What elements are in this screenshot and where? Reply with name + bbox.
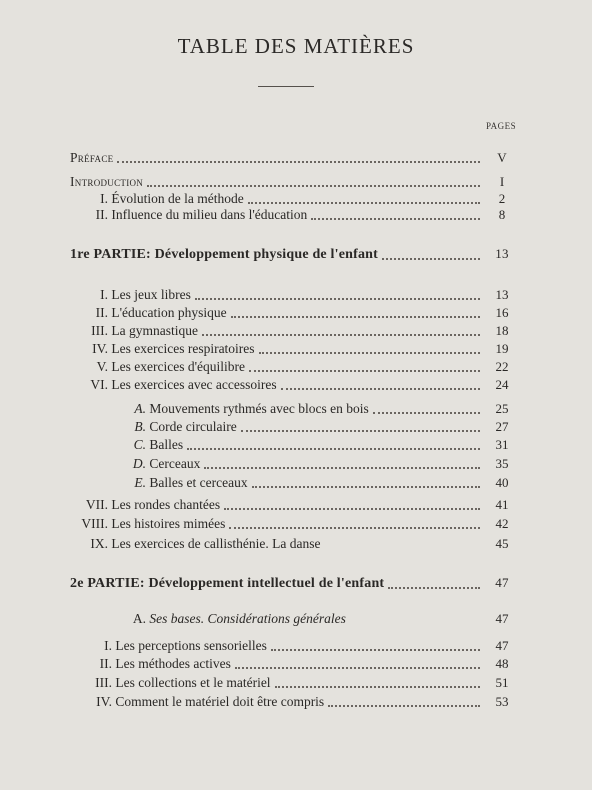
toc-entry-introduction xyxy=(70,174,518,190)
toc-entry-label: Balles et cerceaux xyxy=(149,475,248,490)
leader-dots xyxy=(235,667,480,669)
toc-subentry xyxy=(70,611,518,627)
toc-entry-page: 8 xyxy=(498,207,506,222)
toc-entry xyxy=(70,536,518,552)
toc-entry-page: 25 xyxy=(495,401,509,416)
toc-entry xyxy=(70,191,518,207)
toc-entry xyxy=(70,341,518,357)
toc-entry-letter: B. xyxy=(134,419,146,434)
part-title: PARTIE: Développement physique de l'enfant xyxy=(93,247,379,262)
leader-dots xyxy=(187,448,480,450)
toc-entry xyxy=(70,694,518,710)
toc-entry-number: II. xyxy=(99,656,112,671)
toc-entry-label: Corde circulaire xyxy=(149,419,237,434)
toc-entry-number: III. xyxy=(91,323,108,338)
leader-dots xyxy=(281,388,480,390)
toc-subentry xyxy=(70,456,518,472)
leader-dots xyxy=(231,316,480,318)
pages-column-header: PAGES xyxy=(486,121,517,131)
toc-entry-page: 16 xyxy=(495,305,509,320)
toc-entry-page: 35 xyxy=(495,456,509,471)
part-heading-2 xyxy=(70,575,518,592)
leader-dots xyxy=(195,298,480,300)
toc-entry-page: V xyxy=(497,150,507,165)
toc-entry-number: I. xyxy=(100,191,108,206)
toc-entry-number: V. xyxy=(96,359,108,374)
leader-dots xyxy=(202,334,480,336)
leader-dots xyxy=(325,547,480,549)
toc-entry-page: 47 xyxy=(495,638,509,653)
toc-entry-page: 2 xyxy=(498,191,506,206)
toc-entry-label: Les exercices d'équilibre xyxy=(111,359,245,374)
toc-entry-number: VII. xyxy=(85,497,108,512)
toc-entry-label: Comment le matériel doit être compris xyxy=(115,694,325,709)
part-heading-1 xyxy=(70,246,518,263)
toc-entry-label: Les collections et le matériel xyxy=(115,675,271,690)
toc-entry-page: 31 xyxy=(495,437,509,452)
toc-entry-preface xyxy=(70,150,518,166)
leader-dots xyxy=(311,218,480,220)
toc-entry-number: IV. xyxy=(96,694,112,709)
toc-entry-label: L'éducation physique xyxy=(111,305,227,320)
toc-entry-label: La gymnastique xyxy=(111,323,198,338)
leader-dots xyxy=(373,412,480,414)
toc-entry-label: Les perceptions sensorielles xyxy=(115,638,267,653)
toc-entry-label: Les exercices avec accessoires xyxy=(111,377,277,392)
toc-entry-label: Influence du milieu dans l'éducation xyxy=(111,207,308,222)
toc-subentry xyxy=(70,401,518,417)
leader-dots xyxy=(241,430,480,432)
leader-dots xyxy=(204,467,480,469)
toc-entry xyxy=(70,497,518,513)
toc-entry xyxy=(70,359,518,375)
toc-entry-label: Mouvements rythmés avec blocs en bois xyxy=(149,401,369,416)
toc-entry xyxy=(70,675,518,691)
part-title: PARTIE: Développement intellectuel de l'enfant xyxy=(87,576,385,591)
toc-entry-label: Les jeux libres xyxy=(111,287,191,302)
leader-dots xyxy=(252,486,480,488)
toc-entry-page: 53 xyxy=(495,694,509,709)
leader-dots xyxy=(350,622,480,624)
toc-entry-letter: C. xyxy=(133,437,146,452)
toc-entry-number: III. xyxy=(95,675,112,690)
toc-entry-number: I. xyxy=(100,287,108,302)
toc-entry-number: IV. xyxy=(92,341,108,356)
toc-entry-number: II. xyxy=(95,305,108,320)
toc-entry-page: 48 xyxy=(495,656,509,671)
toc-entry xyxy=(70,287,518,303)
toc-entry-number: I. xyxy=(104,638,112,653)
toc-entry-page: 13 xyxy=(495,287,509,302)
toc-entry-page: 47 xyxy=(495,611,509,626)
toc-entry-number: II. xyxy=(95,207,108,222)
toc-entry-number: VIII. xyxy=(81,516,108,531)
toc-entry-page: 40 xyxy=(495,475,509,490)
toc-entry xyxy=(70,377,518,393)
toc-entry-label: Cerceaux xyxy=(149,456,201,471)
toc-entry xyxy=(70,656,518,672)
part-number: 1re xyxy=(70,247,90,262)
toc-entry-number: IX. xyxy=(90,536,108,551)
leader-dots xyxy=(275,686,480,688)
toc-entry-page: 42 xyxy=(495,516,509,531)
toc-entry-label: Les histoires mimées xyxy=(111,516,226,531)
toc-entry-page: 18 xyxy=(495,323,509,338)
leader-dots xyxy=(147,185,480,187)
leader-dots xyxy=(229,527,480,529)
toc-entry-letter: E. xyxy=(134,475,146,490)
leader-dots xyxy=(388,587,480,589)
part-number: 2e xyxy=(70,576,84,591)
toc-entry xyxy=(70,638,518,654)
leader-dots xyxy=(259,352,480,354)
page-title: TABLE DES MATIÈRES xyxy=(177,34,415,58)
toc-entry-number: VI. xyxy=(90,377,108,392)
toc-entry-label: Introduction xyxy=(70,174,144,189)
toc-subentry xyxy=(70,419,518,435)
toc-entry-label: Les rondes chantées xyxy=(111,497,221,512)
toc-entry-page: 13 xyxy=(495,246,509,261)
toc-entry-label: Évolution de la méthode xyxy=(111,191,244,206)
toc-entry-label: Préface xyxy=(70,150,114,165)
toc-entry-page: 27 xyxy=(495,419,509,434)
toc-entry-page: 51 xyxy=(495,675,509,690)
toc-entry-label: Ses bases. Considérations générales xyxy=(149,611,346,626)
toc-entry-label: Les méthodes actives xyxy=(115,656,231,671)
leader-dots xyxy=(271,649,480,651)
toc-entry xyxy=(70,207,518,223)
leader-dots xyxy=(224,508,480,510)
toc-entry-page: 45 xyxy=(495,536,509,551)
leader-dots xyxy=(249,370,480,372)
toc-entry xyxy=(70,305,518,321)
toc-entry-label: Balles xyxy=(149,437,184,452)
toc-entry-page: 22 xyxy=(495,359,509,374)
toc-entry-letter: A. xyxy=(132,611,146,626)
toc-entry-page: I xyxy=(499,174,505,189)
toc-entry-page: 19 xyxy=(495,341,509,356)
title-rule xyxy=(258,86,314,87)
toc-entry-page: 41 xyxy=(495,497,509,512)
leader-dots xyxy=(328,705,480,707)
toc-entry-page: 24 xyxy=(495,377,509,392)
toc-entry-label: Les exercices de callisthénie. La danse xyxy=(111,536,321,551)
toc-subentry xyxy=(70,475,518,491)
toc-entry-page: 47 xyxy=(495,575,509,590)
toc-subentry xyxy=(70,437,518,453)
leader-dots xyxy=(117,161,480,163)
toc-entry xyxy=(70,516,518,532)
toc-entry-label: Les exercices respiratoires xyxy=(111,341,255,356)
toc-entry-letter: D. xyxy=(132,456,146,471)
leader-dots xyxy=(382,258,480,260)
toc-entry-letter: A. xyxy=(134,401,146,416)
leader-dots xyxy=(248,202,480,204)
toc-entry xyxy=(70,323,518,339)
